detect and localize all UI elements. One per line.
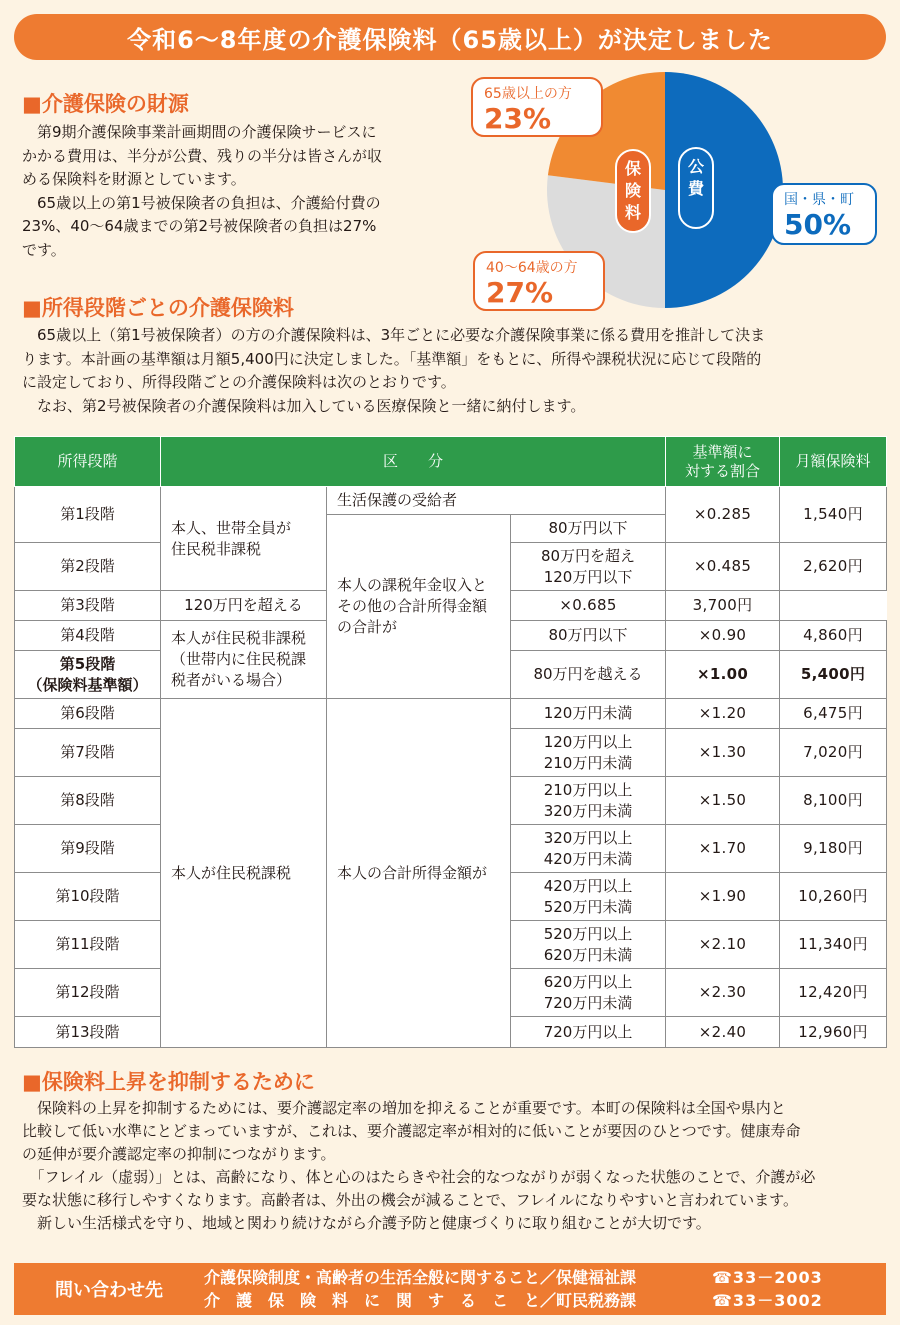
ratio-cell: ×1.50 xyxy=(666,777,780,825)
ratio-cell: ×2.10 xyxy=(666,921,780,969)
slice-name-label: 65歳以上の方 xyxy=(484,86,572,102)
paragraph-line: 新しい生活様式を守り、地域と関わり続けながら介護予防と健康づくりに取り組むことが大切です。 xyxy=(22,1214,711,1232)
phone-number[interactable]: ☎33－3002 xyxy=(712,1291,823,1310)
paragraph-line: める保険料を財源としています。 xyxy=(22,170,246,188)
paragraph-line: 保険料の上昇を抑制するためには、要介護認定率の増加を抑えることが重要です。本町の保険料は全国や県内と xyxy=(22,1099,786,1117)
income-cell: 80万円以下 xyxy=(511,515,666,543)
ratio-cell: ×0.90 xyxy=(666,621,780,651)
contact-footer xyxy=(14,1263,886,1315)
fee-cell: 12,420円 xyxy=(780,969,887,1017)
section-heading-fee-levels: ■所得段階ごとの介護保険料 xyxy=(22,296,294,320)
income-cell: 720万円以上 xyxy=(511,1017,666,1048)
ratio-cell: ×1.20 xyxy=(666,699,780,729)
income-cell: 120万円を超える xyxy=(161,591,327,621)
income-cell: 320万円以上 420万円未満 xyxy=(511,825,666,873)
callout-40-64 xyxy=(474,252,604,310)
stage-cell: 第6段階 xyxy=(15,699,161,729)
contact-row xyxy=(204,1266,823,1289)
svg-text:費: 費 xyxy=(687,179,705,198)
paragraph-line: なお、第2号被保険者の介護保険料は加入している医療保険と一緒に納付します。 xyxy=(22,396,586,415)
header-stage: 所得段階 xyxy=(15,437,161,487)
stage-cell-base: 第5段階 （保険料基準額） xyxy=(15,651,161,699)
income-cell: 420万円以上 520万円未満 xyxy=(511,873,666,921)
paragraph-line: 要な状態に移行しやすくなります。高齢者は、外出の機会が減ることで、フレイルになりやすいと言われています。 xyxy=(22,1191,798,1209)
table-header-row xyxy=(15,437,887,487)
group-cell-nontaxed-household: 本人、世帯全員が 住民税非課税 xyxy=(161,487,327,591)
paragraph-line: 「フレイル（虚弱）」とは、高齢になり、体と心のはたらきや社会的なつながりが弱くなった状態のことで、介護が必 xyxy=(22,1168,816,1186)
ratio-cell: ×0.485 xyxy=(666,543,780,591)
fee-cell: 4,860円 xyxy=(780,621,887,651)
stage-cell: 第12段階 xyxy=(15,969,161,1017)
income-cell: 80万円以下 xyxy=(511,621,666,651)
header-category: 区 分 xyxy=(161,437,666,487)
ratio-cell: ×1.30 xyxy=(666,729,780,777)
fee-cell: 10,260円 xyxy=(780,873,887,921)
welfare-cell: 生活保護の受給者 xyxy=(327,487,666,515)
group-cell-nontaxed-self: 本人が住民税非課税 （世帯内に住民税課 税者がいる場合） xyxy=(161,621,327,699)
stage-cell: 第3段階 xyxy=(15,591,161,621)
stage-cell: 第8段階 xyxy=(15,777,161,825)
slice-name-label: 国・県・町 xyxy=(784,192,854,208)
group-cell-taxed: 本人が住民税課税 xyxy=(161,699,327,1048)
slice-value-label: 27% xyxy=(486,276,554,309)
stage-cell: 第10段階 xyxy=(15,873,161,921)
section-heading-funding: ■介護保険の財源 xyxy=(22,92,189,116)
paragraph-line: に設定しており、所得段階ごとの介護保険料は次のとおりです。 xyxy=(22,373,456,391)
public-funds-label xyxy=(679,148,713,228)
fee-cell: 9,180円 xyxy=(780,825,887,873)
ratio-cell: ×2.30 xyxy=(666,969,780,1017)
total-income-cell: 本人の合計所得金額が xyxy=(327,699,511,1048)
contact-topic: 介護保険制度・高齢者の生活全般に関すること／保健福祉課 xyxy=(204,1268,637,1287)
paragraph-line: の延伸が要介護認定率の抑制につながります。 xyxy=(22,1145,336,1163)
phone-number[interactable]: ☎33－2003 xyxy=(712,1268,823,1287)
fee-table xyxy=(14,436,887,1048)
income-cell: 620万円以上 720万円未満 xyxy=(511,969,666,1017)
income-cell: 210万円以上 320万円未満 xyxy=(511,777,666,825)
stage-cell: 第1段階 xyxy=(15,487,161,543)
table-row xyxy=(15,699,887,729)
stage-cell: 第7段階 xyxy=(15,729,161,777)
stage-cell: 第2段階 xyxy=(15,543,161,591)
slice-name-label: 40～64歳の方 xyxy=(486,260,578,276)
ratio-cell: ×1.90 xyxy=(666,873,780,921)
income-cell: 520万円以上 620万円未満 xyxy=(511,921,666,969)
fee-cell: 8,100円 xyxy=(780,777,887,825)
paragraph-line: かかる費用は、半分が公費、残りの半分は皆さんが収 xyxy=(22,146,383,165)
income-cell: 80万円を超え 120万円以下 xyxy=(511,543,666,591)
slice-value-label: 23% xyxy=(484,102,552,135)
stage-cell: 第13段階 xyxy=(15,1017,161,1048)
fee-cell: 3,700円 xyxy=(666,591,780,621)
paragraph-line: ります。本計画の基準額は月額5,400円に決定しました。「基準額」をもとに、所得や課税状況に応じて段階的 xyxy=(22,349,762,368)
ratio-cell: ×1.00 xyxy=(666,651,780,699)
ratio-cell: ×2.40 xyxy=(666,1017,780,1048)
callout-public xyxy=(772,184,876,244)
insurance-label xyxy=(616,150,650,232)
income-cell: 120万円未満 xyxy=(511,699,666,729)
income-cell: 120万円以上 210万円未満 xyxy=(511,729,666,777)
paragraph-line: 65歳以上の第1号被保険者の負担は、介護給付費の xyxy=(22,193,381,212)
stage-cell: 第4段階 xyxy=(15,621,161,651)
slice-value-label: 50% xyxy=(784,208,852,241)
contact-row xyxy=(204,1289,823,1312)
header-fee: 月額保険料 xyxy=(780,437,887,487)
fee-cell: 7,020円 xyxy=(780,729,887,777)
funding-pie-chart xyxy=(460,62,890,322)
fee-cell: 5,400円 xyxy=(780,651,887,699)
paragraph-line: 比較して低い水準にとどまっていますが、これは、要介護認定率が相対的に低いことが要因のひとつです。健康寿命 xyxy=(22,1122,801,1140)
table-row xyxy=(15,487,887,515)
paragraph-line: です。 xyxy=(22,240,66,259)
svg-text:保: 保 xyxy=(624,159,642,178)
svg-text:公: 公 xyxy=(687,157,705,176)
ratio-cell: ×0.285 xyxy=(666,487,780,543)
fee-cell: 12,960円 xyxy=(780,1017,887,1048)
fee-cell: 2,620円 xyxy=(780,543,887,591)
stage-cell: 第11段階 xyxy=(15,921,161,969)
income-cell: 80万円を越える xyxy=(511,651,666,699)
paragraph-line: 23%、40～64歳までの第2号被保険者の負担は27% xyxy=(22,217,377,235)
page-title: 令和6～8年度の介護保険料（65歳以上）が決定しました xyxy=(14,14,886,60)
contact-label: 問い合わせ先 xyxy=(55,1280,163,1301)
fee-cell: 1,540円 xyxy=(780,487,887,543)
fee-cell: 6,475円 xyxy=(780,699,887,729)
paragraph-line: 65歳以上（第1号被保険者）の方の介護保険料は、3年ごとに必要な介護保険事業に係る費用を推計して決ま xyxy=(22,326,766,344)
pension-income-cell: 本人の課税年金収入と その他の合計所得金額 の合計が xyxy=(327,515,511,699)
header-ratio: 基準額に 対する割合 xyxy=(666,437,780,487)
stage-cell: 第9段階 xyxy=(15,825,161,873)
svg-text:険: 険 xyxy=(624,181,642,200)
paragraph-line: 第9期介護保険事業計画期間の介護保険サービスに xyxy=(22,123,377,141)
fee-cell: 11,340円 xyxy=(780,921,887,969)
ratio-cell: ×1.70 xyxy=(666,825,780,873)
ratio-cell: ×0.685 xyxy=(511,591,666,621)
svg-text:料: 料 xyxy=(624,203,642,222)
section-heading-suppression: ■保険料上昇を抑制するために xyxy=(22,1070,315,1094)
contact-topic: 介 護 保 険 料 に 関 す る こ と／町民税務課 xyxy=(204,1291,637,1310)
callout-65-plus xyxy=(472,78,602,136)
